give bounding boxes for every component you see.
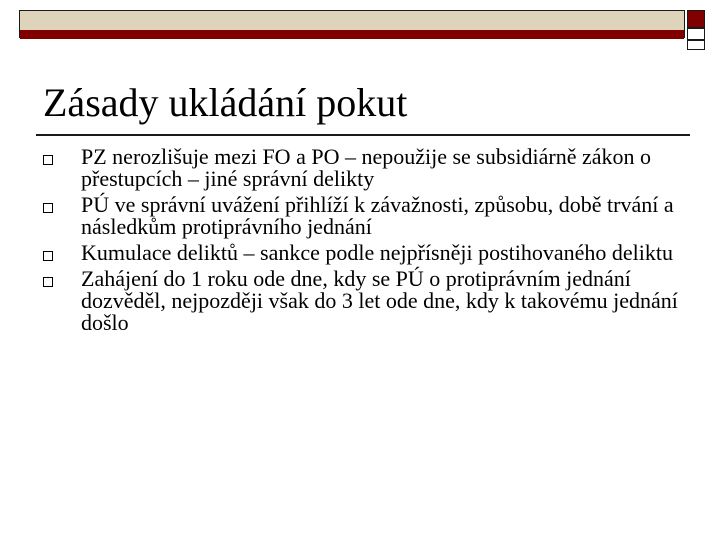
bullet-text: Kumulace deliktů – sankce podle nejpřísněji postihovaného deliktu	[81, 240, 674, 265]
bullet-item	[43, 146, 683, 190]
slide-title: Zásady ukládání pokut	[43, 80, 408, 125]
bullet-text: Zahájení do 1 roku ode dne, kdy se PÚ o protiprávním jednání dozvěděl, nejpozději však do 3 let ode dne, kdy k takovému jednání došlo	[81, 266, 678, 335]
corner-square-outline	[687, 28, 705, 40]
header-band	[19, 10, 685, 38]
square-bullet-icon	[43, 251, 53, 261]
bullet-item	[43, 268, 683, 334]
bullet-item	[43, 242, 683, 264]
square-bullet-icon	[43, 203, 53, 213]
square-bullet-icon	[43, 155, 53, 165]
bullet-text: PÚ ve správní uvážení přihlíží k závažnosti, způsobu, době trvání a následkům protiprávního jednání	[81, 192, 674, 239]
corner-square-filled	[687, 10, 705, 28]
bullet-list	[43, 146, 683, 334]
corner-square-outline-small	[687, 40, 705, 50]
bullet-text: PZ nerozlišuje mezi FO a PO – nepoužije se subsidiárně zákon o přestupcích – jiné správní delikty	[81, 144, 652, 191]
title-divider	[36, 134, 690, 136]
bullet-item	[43, 194, 683, 238]
square-bullet-icon	[43, 277, 53, 287]
header-stripe	[20, 30, 684, 39]
